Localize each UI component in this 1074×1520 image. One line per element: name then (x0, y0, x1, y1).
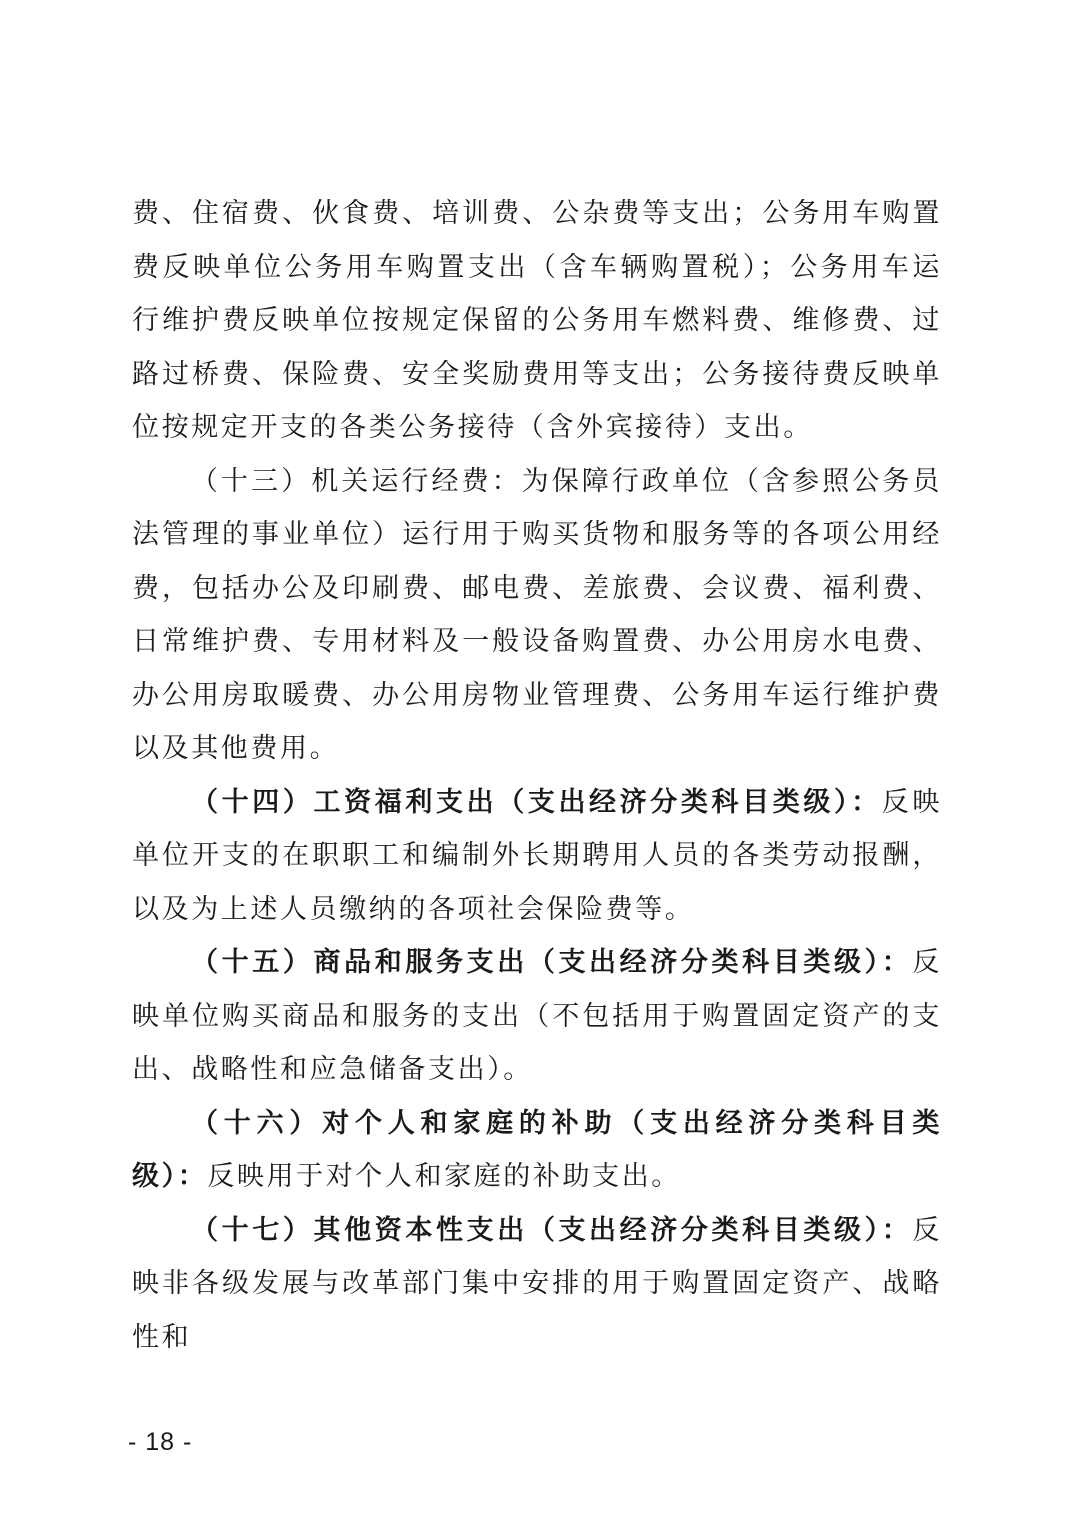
paragraph-lead: （十六）对个人和家庭的补助（支出经济分类科目类级）： (132, 1107, 942, 1192)
paragraph-lead: （十七）其他资本性支出（支出经济分类科目类级）： (191, 1214, 913, 1246)
paragraph-text: （十三）机关运行经费：为保障行政单位（含参照公务员法管理的事业单位）运行用于购买货物和服务等的各项公用经费，包括办公及印刷费、邮电费、差旅费、会议费、福利费、日常维护费、专用材料及一般设备购置费、办公用房水电费、办公用房取暖费、办公用房物业管理费、公务用车运行维护费以及其他费用。 (132, 465, 942, 764)
paragraph-item-14 (132, 776, 942, 937)
paragraph-text: 反映非各级发展与改革部门集中安排的用于购置固定资产、战略性和 (132, 1214, 942, 1353)
paragraph-text: 反映单位购买商品和服务的支出（不包括用于购置固定资产的支出、战略性和应急储备支出）。 (132, 947, 942, 1085)
page-number: - 18 - (128, 1428, 193, 1456)
paragraph-item-13 (132, 455, 942, 776)
paragraph-text: 费、住宿费、伙食费、培训费、公杂费等支出；公务用车购置费反映单位公务用车购置支出（含车辆购置税）；公务用车运行维护费反映单位按规定保留的公务用车燃料费、维修费、过路过桥费、保险费、安全奖励费用等支出；公务接待费反映单位按规定开支的各类公务接待（含外宾接待）支出。 (132, 198, 942, 443)
paragraph-item-16 (132, 1097, 942, 1204)
paragraph-continuation (132, 187, 942, 455)
paragraph-lead: （十五）商品和服务支出（支出经济分类科目类级）： (191, 947, 913, 978)
paragraph-item-15 (132, 936, 942, 1097)
paragraph-lead: （十四）工资福利支出（支出经济分类科目类级）： (191, 786, 882, 818)
paragraph-item-17 (132, 1204, 942, 1365)
document-body (132, 187, 942, 1364)
paragraph-text: 反映单位开支的在职职工和编制外长期聘用人员的各类劳动报酬，以及为上述人员缴纳的各项社会保险费等。 (132, 786, 942, 925)
paragraph-text: 反映用于对个人和家庭的补助支出。 (207, 1161, 681, 1192)
